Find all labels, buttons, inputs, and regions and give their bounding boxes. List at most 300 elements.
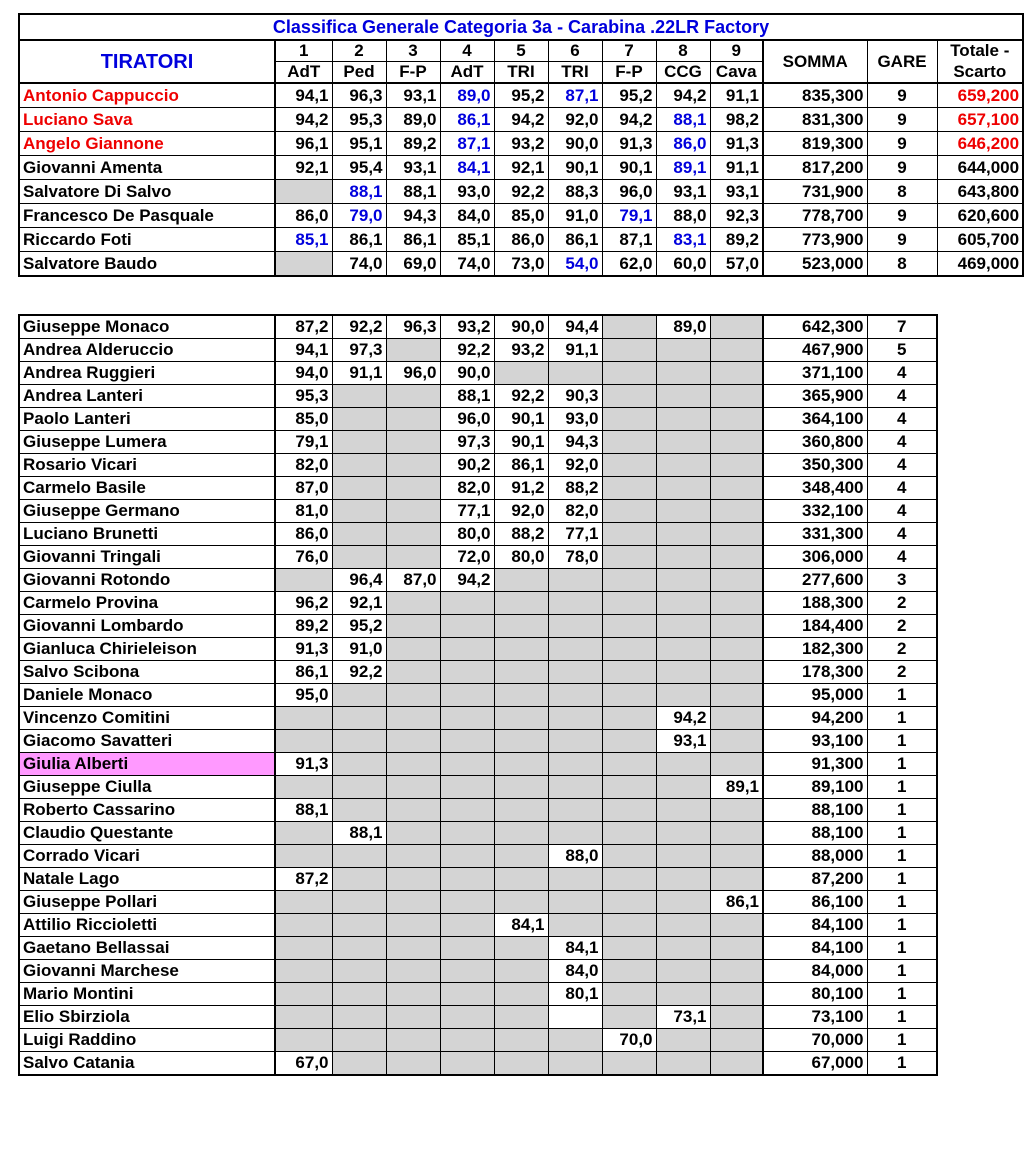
shooter-name: Gaetano Bellassai [19, 937, 275, 960]
score-cell [710, 339, 763, 362]
somma-cell: 831,300 [763, 108, 867, 132]
score-cell: 85,1 [275, 228, 332, 252]
score-cell [494, 868, 548, 891]
shooter-name: Elio Sbirziola [19, 1006, 275, 1029]
score-cell: 90,2 [440, 454, 494, 477]
table-row [19, 546, 937, 569]
score-cell [656, 1029, 710, 1052]
score-cell [656, 477, 710, 500]
score-cell: 67,0 [275, 1052, 332, 1076]
score-cell [440, 707, 494, 730]
score-cell [602, 500, 656, 523]
score-cell [386, 983, 440, 1006]
score-cell: 87,0 [275, 477, 332, 500]
gare-cell: 1 [867, 684, 937, 707]
table-row [19, 914, 937, 937]
gare-cell: 1 [867, 753, 937, 776]
table-row [19, 408, 937, 431]
score-cell [656, 454, 710, 477]
score-cell: 92,1 [494, 156, 548, 180]
score-cell [602, 362, 656, 385]
score-cell: 89,0 [440, 83, 494, 108]
gare-cell: 9 [867, 204, 937, 228]
shooter-name: Salvatore Baudo [19, 252, 275, 277]
match-venue-header: Ped [332, 62, 386, 84]
score-cell [386, 868, 440, 891]
score-cell [656, 661, 710, 684]
score-cell: 91,0 [332, 638, 386, 661]
score-cell: 89,1 [656, 156, 710, 180]
score-cell: 84,1 [440, 156, 494, 180]
table-row [19, 431, 937, 454]
score-cell [548, 822, 602, 845]
somma-cell: 93,100 [763, 730, 867, 753]
score-cell [710, 546, 763, 569]
score-cell [548, 891, 602, 914]
score-cell: 84,1 [494, 914, 548, 937]
totale-cell: 644,000 [937, 156, 1023, 180]
totale-cell: 643,800 [937, 180, 1023, 204]
score-cell [656, 937, 710, 960]
score-cell: 87,1 [440, 132, 494, 156]
table-row [19, 753, 937, 776]
score-cell [386, 339, 440, 362]
score-cell [656, 569, 710, 592]
score-cell: 93,2 [440, 315, 494, 339]
score-cell: 88,1 [332, 822, 386, 845]
shooter-name: Salvo Scibona [19, 661, 275, 684]
score-cell: 93,2 [494, 132, 548, 156]
score-cell [548, 753, 602, 776]
score-cell [710, 500, 763, 523]
score-cell: 82,0 [548, 500, 602, 523]
score-cell [332, 1052, 386, 1076]
score-cell: 96,0 [602, 180, 656, 204]
somma-cell: 331,300 [763, 523, 867, 546]
match-number-header: 8 [656, 40, 710, 62]
score-cell: 88,1 [275, 799, 332, 822]
score-cell: 54,0 [548, 252, 602, 277]
score-cell [602, 960, 656, 983]
somma-cell: 350,300 [763, 454, 867, 477]
shooter-name: Andrea Lanteri [19, 385, 275, 408]
somma-cell: 178,300 [763, 661, 867, 684]
shooter-name: Salvatore Di Salvo [19, 180, 275, 204]
score-cell [386, 638, 440, 661]
score-cell [386, 500, 440, 523]
score-cell [386, 822, 440, 845]
score-cell [656, 431, 710, 454]
score-cell [332, 891, 386, 914]
score-cell: 89,0 [386, 108, 440, 132]
table-row [19, 108, 1023, 132]
table-row [19, 684, 937, 707]
shooter-name: Giovanni Tringali [19, 546, 275, 569]
score-cell [710, 868, 763, 891]
score-cell [386, 477, 440, 500]
score-cell [656, 362, 710, 385]
somma-cell: 819,300 [763, 132, 867, 156]
score-cell: 96,3 [332, 83, 386, 108]
match-venue-header: F-P [386, 62, 440, 84]
score-cell [386, 546, 440, 569]
score-cell: 88,0 [656, 204, 710, 228]
somma-cell: 306,000 [763, 546, 867, 569]
score-cell: 90,1 [494, 431, 548, 454]
score-cell: 87,0 [386, 569, 440, 592]
score-cell [332, 914, 386, 937]
score-cell [386, 960, 440, 983]
score-cell: 92,2 [332, 661, 386, 684]
score-cell [656, 339, 710, 362]
score-cell [440, 776, 494, 799]
score-cell [386, 845, 440, 868]
table-row [19, 592, 937, 615]
score-cell [710, 960, 763, 983]
table-row [19, 339, 937, 362]
score-cell: 84,0 [440, 204, 494, 228]
score-cell [602, 638, 656, 661]
somma-cell: 84,000 [763, 960, 867, 983]
score-cell [332, 983, 386, 1006]
score-cell [602, 615, 656, 638]
score-cell: 92,0 [548, 454, 602, 477]
gare-cell: 4 [867, 477, 937, 500]
match-venue-header: AdT [275, 62, 332, 84]
score-cell [440, 799, 494, 822]
gare-cell: 2 [867, 592, 937, 615]
shooter-name: Attilio Riccioletti [19, 914, 275, 937]
match-venue-header: Cava [710, 62, 763, 84]
score-cell [602, 661, 656, 684]
score-cell [332, 937, 386, 960]
somma-cell: 360,800 [763, 431, 867, 454]
score-cell [440, 1006, 494, 1029]
score-cell [656, 822, 710, 845]
score-cell [548, 730, 602, 753]
match-number-header: 9 [710, 40, 763, 62]
somma-cell: 188,300 [763, 592, 867, 615]
somma-cell: 86,100 [763, 891, 867, 914]
totale-cell: 646,200 [937, 132, 1023, 156]
score-cell: 90,0 [440, 362, 494, 385]
score-cell [710, 684, 763, 707]
score-cell: 93,1 [656, 180, 710, 204]
gare-cell: 7 [867, 315, 937, 339]
score-cell: 73,1 [656, 1006, 710, 1029]
match-venue-header: AdT [440, 62, 494, 84]
score-cell [332, 684, 386, 707]
score-cell [602, 431, 656, 454]
score-cell [656, 753, 710, 776]
score-cell: 95,1 [332, 132, 386, 156]
score-cell [710, 937, 763, 960]
score-cell [275, 891, 332, 914]
shooter-name: Gianluca Chirieleison [19, 638, 275, 661]
score-cell: 88,1 [440, 385, 494, 408]
shooter-name: Giovanni Rotondo [19, 569, 275, 592]
score-cell: 93,1 [656, 730, 710, 753]
score-cell [494, 937, 548, 960]
score-cell: 86,0 [656, 132, 710, 156]
score-cell: 77,1 [440, 500, 494, 523]
score-cell: 88,2 [548, 477, 602, 500]
score-cell [602, 799, 656, 822]
somma-cell: 642,300 [763, 315, 867, 339]
score-cell [332, 868, 386, 891]
score-cell [710, 799, 763, 822]
score-cell [440, 753, 494, 776]
score-cell [548, 776, 602, 799]
score-cell: 80,1 [548, 983, 602, 1006]
score-cell: 84,1 [548, 937, 602, 960]
score-cell [386, 592, 440, 615]
score-cell: 90,3 [548, 385, 602, 408]
gare-cell: 2 [867, 661, 937, 684]
score-cell: 95,2 [332, 615, 386, 638]
score-cell: 93,1 [710, 180, 763, 204]
score-cell [710, 914, 763, 937]
match-number-header: 2 [332, 40, 386, 62]
shooter-name: Rosario Vicari [19, 454, 275, 477]
score-cell [494, 753, 548, 776]
shooter-name: Giuseppe Germano [19, 500, 275, 523]
score-cell: 91,1 [332, 362, 386, 385]
score-cell [602, 339, 656, 362]
somma-cell: 371,100 [763, 362, 867, 385]
score-cell: 93,0 [440, 180, 494, 204]
score-cell [494, 592, 548, 615]
gare-cell: 2 [867, 638, 937, 661]
score-cell [710, 362, 763, 385]
score-cell: 81,0 [275, 500, 332, 523]
score-cell: 80,0 [494, 546, 548, 569]
score-cell: 79,0 [332, 204, 386, 228]
gare-cell: 4 [867, 454, 937, 477]
score-cell [386, 1029, 440, 1052]
score-cell: 69,0 [386, 252, 440, 277]
score-cell [710, 1029, 763, 1052]
score-cell [710, 385, 763, 408]
score-cell [275, 822, 332, 845]
score-cell [440, 592, 494, 615]
score-cell: 91,2 [494, 477, 548, 500]
gare-cell: 2 [867, 615, 937, 638]
score-cell [602, 914, 656, 937]
score-cell [275, 252, 332, 277]
score-cell [275, 845, 332, 868]
score-cell [386, 523, 440, 546]
score-cell: 94,2 [275, 108, 332, 132]
score-cell: 96,0 [440, 408, 494, 431]
gare-cell: 1 [867, 983, 937, 1006]
score-cell [494, 730, 548, 753]
score-cell: 87,1 [602, 228, 656, 252]
score-cell [275, 983, 332, 1006]
score-cell [710, 983, 763, 1006]
shooter-name: Giovanni Amenta [19, 156, 275, 180]
table-row [19, 500, 937, 523]
gare-header: GARE [867, 40, 937, 83]
score-cell [386, 661, 440, 684]
somma-cell: 73,100 [763, 1006, 867, 1029]
table-row [19, 707, 937, 730]
gare-cell: 5 [867, 339, 937, 362]
match-number-header: 7 [602, 40, 656, 62]
gare-cell: 1 [867, 845, 937, 868]
table-row [19, 661, 937, 684]
match-number-header: 5 [494, 40, 548, 62]
score-cell [440, 960, 494, 983]
score-cell [710, 408, 763, 431]
gare-cell: 1 [867, 1029, 937, 1052]
score-cell [332, 776, 386, 799]
score-cell: 74,0 [440, 252, 494, 277]
table-row [19, 937, 937, 960]
score-cell: 86,1 [710, 891, 763, 914]
score-cell: 88,0 [548, 845, 602, 868]
match-venue-header: TRI [548, 62, 602, 84]
score-cell: 93,2 [494, 339, 548, 362]
score-cell: 90,1 [602, 156, 656, 180]
table-row [19, 776, 937, 799]
score-cell: 88,1 [656, 108, 710, 132]
totale-cell: 469,000 [937, 252, 1023, 277]
score-cell [548, 868, 602, 891]
score-cell [656, 868, 710, 891]
score-cell: 94,1 [275, 339, 332, 362]
shooter-name: Daniele Monaco [19, 684, 275, 707]
shooter-name: Natale Lago [19, 868, 275, 891]
gare-cell: 9 [867, 132, 937, 156]
table-row [19, 615, 937, 638]
somma-cell: 88,100 [763, 822, 867, 845]
shooter-name: Luciano Sava [19, 108, 275, 132]
shooter-name: Andrea Ruggieri [19, 362, 275, 385]
gare-cell: 4 [867, 431, 937, 454]
score-cell: 91,0 [548, 204, 602, 228]
score-cell: 88,3 [548, 180, 602, 204]
score-cell [440, 615, 494, 638]
gare-cell: 9 [867, 108, 937, 132]
score-cell: 88,1 [386, 180, 440, 204]
shooter-name: Giuseppe Pollari [19, 891, 275, 914]
shooter-name: Giuseppe Ciulla [19, 776, 275, 799]
score-cell: 90,0 [548, 132, 602, 156]
table-row [19, 845, 937, 868]
gare-cell: 1 [867, 730, 937, 753]
score-cell [275, 914, 332, 937]
gare-cell: 1 [867, 822, 937, 845]
score-cell: 97,3 [332, 339, 386, 362]
somma-cell: 87,200 [763, 868, 867, 891]
score-cell [494, 661, 548, 684]
score-cell [332, 799, 386, 822]
score-cell [332, 707, 386, 730]
score-cell [710, 822, 763, 845]
somma-cell: 182,300 [763, 638, 867, 661]
score-cell: 96,2 [275, 592, 332, 615]
score-cell: 92,1 [275, 156, 332, 180]
score-cell [440, 1052, 494, 1076]
score-cell [386, 707, 440, 730]
score-cell: 94,0 [275, 362, 332, 385]
gare-cell: 9 [867, 83, 937, 108]
score-cell [656, 799, 710, 822]
score-cell: 90,1 [548, 156, 602, 180]
shooter-name: Corrado Vicari [19, 845, 275, 868]
shooter-name: Riccardo Foti [19, 228, 275, 252]
score-cell [710, 1006, 763, 1029]
shooter-name: Giacomo Savatteri [19, 730, 275, 753]
score-cell [332, 431, 386, 454]
score-cell [494, 684, 548, 707]
score-cell [602, 385, 656, 408]
score-cell [710, 845, 763, 868]
gare-cell: 1 [867, 799, 937, 822]
score-cell: 89,2 [386, 132, 440, 156]
table-row [19, 180, 1023, 204]
score-cell: 78,0 [548, 546, 602, 569]
score-cell [440, 638, 494, 661]
table-row [19, 523, 937, 546]
somma-cell: 91,300 [763, 753, 867, 776]
score-cell [710, 315, 763, 339]
score-cell [602, 868, 656, 891]
score-cell [440, 983, 494, 1006]
score-cell [602, 983, 656, 1006]
table-row [19, 315, 937, 339]
score-cell [440, 937, 494, 960]
score-cell: 85,1 [440, 228, 494, 252]
score-cell [548, 661, 602, 684]
score-cell [386, 730, 440, 753]
gare-cell: 1 [867, 707, 937, 730]
shooter-name: Giuseppe Lumera [19, 431, 275, 454]
score-cell: 91,1 [710, 156, 763, 180]
table-row [19, 822, 937, 845]
score-cell [494, 776, 548, 799]
match-venue-header: TRI [494, 62, 548, 84]
score-cell [494, 845, 548, 868]
somma-cell: 817,200 [763, 156, 867, 180]
somma-cell: 364,100 [763, 408, 867, 431]
shooter-name: Luigi Raddino [19, 1029, 275, 1052]
somma-cell: 467,900 [763, 339, 867, 362]
score-cell [710, 454, 763, 477]
score-cell [656, 1052, 710, 1076]
table-row [19, 228, 1023, 252]
match-venue-header: CCG [656, 62, 710, 84]
score-cell: 92,2 [440, 339, 494, 362]
somma-cell: 84,100 [763, 914, 867, 937]
match-number-header: 6 [548, 40, 602, 62]
somma-cell: 348,400 [763, 477, 867, 500]
score-cell: 93,1 [386, 156, 440, 180]
gare-cell: 1 [867, 891, 937, 914]
score-cell: 72,0 [440, 546, 494, 569]
score-cell [602, 891, 656, 914]
score-cell [332, 523, 386, 546]
table-row [19, 799, 937, 822]
score-cell: 82,0 [440, 477, 494, 500]
score-cell: 86,1 [332, 228, 386, 252]
table-row [19, 156, 1023, 180]
somma-cell: 184,400 [763, 615, 867, 638]
score-cell: 95,2 [494, 83, 548, 108]
table-title: Classifica Generale Categoria 3a - Carabina .22LR Factory [19, 14, 1023, 40]
somma-cell: 731,900 [763, 180, 867, 204]
